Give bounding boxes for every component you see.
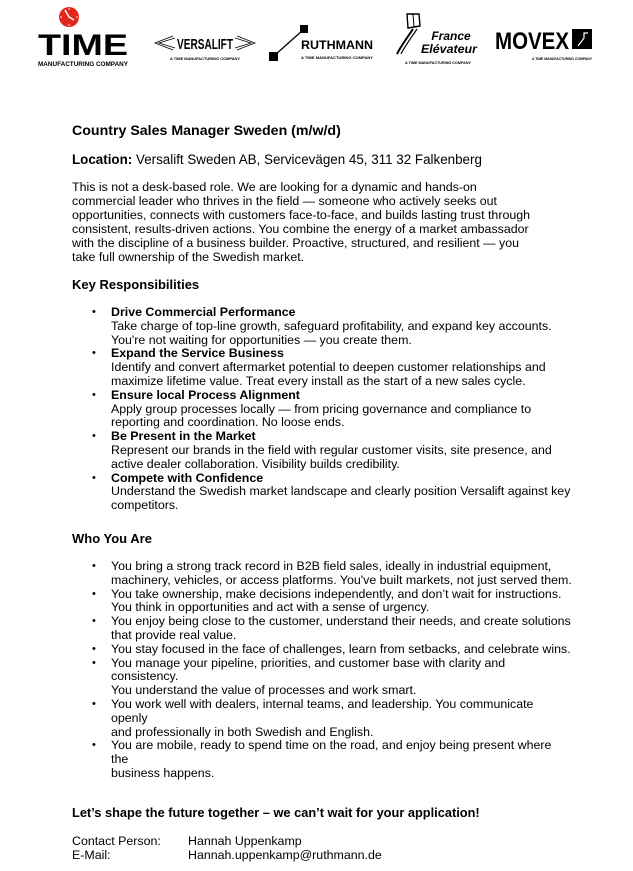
- svg-text:A TIME MANUFACTURING COMPANY: A TIME MANUFACTURING COMPANY: [532, 57, 593, 61]
- profile-item: [72, 657, 572, 698]
- brand-logos-row: [0, 0, 633, 80]
- profile-heading: Who You Are: [72, 530, 152, 546]
- profile-line: that provide real value.: [111, 627, 237, 642]
- profile-item: [72, 560, 572, 588]
- versalift-logo: [153, 33, 257, 65]
- time-logo: [36, 6, 132, 68]
- profile-line: and professionally in both Swedish and English.: [111, 724, 374, 739]
- job-location: [72, 152, 572, 168]
- bullet-icon: •: [92, 430, 96, 443]
- responsibility-title: Drive Commercial Performance: [111, 305, 296, 319]
- responsibility-item: [72, 306, 572, 347]
- france-elevateur-logo: [393, 10, 483, 66]
- profile-line: You think in opportunities and act with a sense of urgency.: [111, 600, 430, 615]
- responsibility-line: You're not waiting for opportunities — you create them.: [111, 332, 412, 347]
- svg-text:France: France: [431, 29, 471, 43]
- svg-text:Elévateur: Elévateur: [421, 42, 479, 56]
- bullet-icon: •: [92, 642, 96, 655]
- bullet-icon: •: [92, 347, 96, 360]
- location-value: Versalift Sweden AB, Servicevägen 45, 311 32 Falkenberg: [136, 152, 482, 167]
- profile-line: You stay focused in the face of challenges, learn from setbacks, and celebrate wins.: [111, 641, 571, 656]
- responsibility-line: maximize lifetime value. Treat every install as the start of a new sales cycle.: [111, 373, 526, 388]
- profile-item: [72, 739, 572, 780]
- contact-person-value: Hannah Uppenkamp: [188, 833, 302, 848]
- responsibility-line: Represent our brands in the field with regular customer visits, site presence, and: [111, 442, 552, 457]
- profile-line: You are mobile, ready to spend time on the road, and enjoy being present where the: [111, 738, 552, 767]
- svg-text:RUTHMANN: RUTHMANN: [301, 38, 373, 52]
- time-clock-icon: [36, 6, 132, 68]
- contact-person-label: Contact Person:: [72, 833, 161, 848]
- responsibility-line: Apply group processes locally — from pricing governance and compliance to: [111, 401, 532, 416]
- svg-text:TIME: TIME: [38, 29, 128, 62]
- responsibilities-heading: Key Responsibilities: [72, 277, 200, 292]
- movex-logo: [494, 24, 599, 64]
- profile-item: [72, 615, 572, 643]
- responsibility-line: competitors.: [111, 498, 179, 513]
- profile-line: machinery, vehicles, or access platforms. You've built markets, not just served them.: [111, 572, 572, 587]
- responsibility-line: reporting and coordination. No loose ends.: [111, 415, 345, 430]
- intro-paragraph: [72, 180, 572, 264]
- job-posting: [72, 122, 572, 862]
- profile-list: [72, 560, 572, 781]
- svg-text:VERSALIFT: VERSALIFT: [177, 36, 233, 53]
- profile-line: You work well with dealers, internal teams, and leadership. You communicate openly: [111, 696, 534, 725]
- profile-line: You bring a strong track record in B2B field sales, ideally in industrial equipment,: [111, 558, 552, 573]
- bullet-icon: •: [92, 697, 96, 710]
- responsibility-item: [72, 430, 572, 471]
- contact-email-link[interactable]: Hannah.uppenkamp@ruthmann.de: [188, 847, 382, 862]
- location-label: Location:: [72, 152, 133, 167]
- intro-line: take full ownership of the Swedish market.: [72, 250, 305, 264]
- intro-line: with the discipline of a business builder. Proactive, structured, and resilient — you: [72, 236, 519, 250]
- bullet-icon: •: [92, 559, 96, 572]
- svg-text:MANUFACTURING COMPANY: MANUFACTURING COMPANY: [38, 62, 128, 68]
- responsibility-item: [72, 389, 572, 430]
- svg-text:A TIME MANUFACTURING COMPANY: A TIME MANUFACTURING COMPANY: [170, 56, 241, 61]
- bullet-icon: •: [92, 388, 96, 401]
- bullet-icon: •: [92, 739, 96, 752]
- bullet-icon: •: [92, 587, 96, 600]
- profile-line: You take ownership, make decisions independently, and don’t wait for instructions.: [111, 586, 562, 601]
- svg-text:A TIME MANUFACTURING COMPANY: A TIME MANUFACTURING COMPANY: [301, 55, 374, 60]
- profile-line: You manage your pipeline, priorities, and customer base with clarity and consistency.: [111, 655, 506, 684]
- svg-text:MOVEX: MOVEX: [495, 28, 569, 55]
- bullet-icon: •: [92, 306, 96, 318]
- job-title: Country Sales Manager Sweden (m/w/d): [72, 123, 341, 139]
- bullet-icon: •: [92, 615, 96, 628]
- responsibility-title: Compete with Confidence: [111, 470, 264, 485]
- contact-person-row: [72, 834, 572, 848]
- ruthmann-logo: [266, 22, 374, 64]
- responsibility-line: Understand the Swedish market landscape and clearly position Versalift against key: [111, 484, 571, 499]
- responsibility-title: Ensure local Process Alignment: [111, 387, 300, 402]
- profile-item: [72, 588, 572, 616]
- responsibility-line: active dealer collaboration. Visibility builds credibility.: [111, 456, 400, 471]
- responsibility-title: Expand the Service Business: [111, 346, 284, 361]
- responsibility-line: Identify and convert aftermarket potential to deepen customer relationships and: [111, 360, 546, 375]
- responsibility-title: Be Present in the Market: [111, 429, 256, 444]
- responsibility-item: [72, 347, 572, 388]
- intro-line: commercial leader who thrives in the field — someone who actively seeks out: [72, 194, 497, 208]
- intro-line: opportunities, connects with customers face-to-face, and builds lasting trust through: [72, 208, 531, 222]
- closing-statement: Let’s shape the future together – we can’t wait for your application!: [72, 804, 480, 820]
- responsibilities-list: [72, 306, 572, 513]
- intro-line: consistent, results-driven actions. You combine the energy of a market ambassador: [72, 222, 529, 236]
- bullet-icon: •: [92, 656, 96, 669]
- responsibility-line: Take charge of top-line growth, safeguard profitability, and expand key accounts.: [111, 318, 552, 333]
- svg-text:A TIME MANUFACTURING COMPANY: A TIME MANUFACTURING COMPANY: [405, 61, 472, 65]
- contact-block: [72, 834, 572, 862]
- profile-line: business happens.: [111, 765, 215, 780]
- profile-item: [72, 698, 572, 739]
- responsibility-item: [72, 472, 572, 513]
- contact-email-label: E-Mail:: [72, 847, 111, 862]
- intro-line: This is not a desk-based role. We are looking for a dynamic and hands-on: [72, 180, 477, 194]
- profile-item: [72, 643, 572, 657]
- bullet-icon: •: [92, 471, 96, 484]
- profile-line: You understand the value of processes and work smart.: [111, 683, 417, 698]
- profile-line: You enjoy being close to the customer, understand their needs, and create solutions: [111, 614, 571, 629]
- contact-email-row: [72, 848, 572, 862]
